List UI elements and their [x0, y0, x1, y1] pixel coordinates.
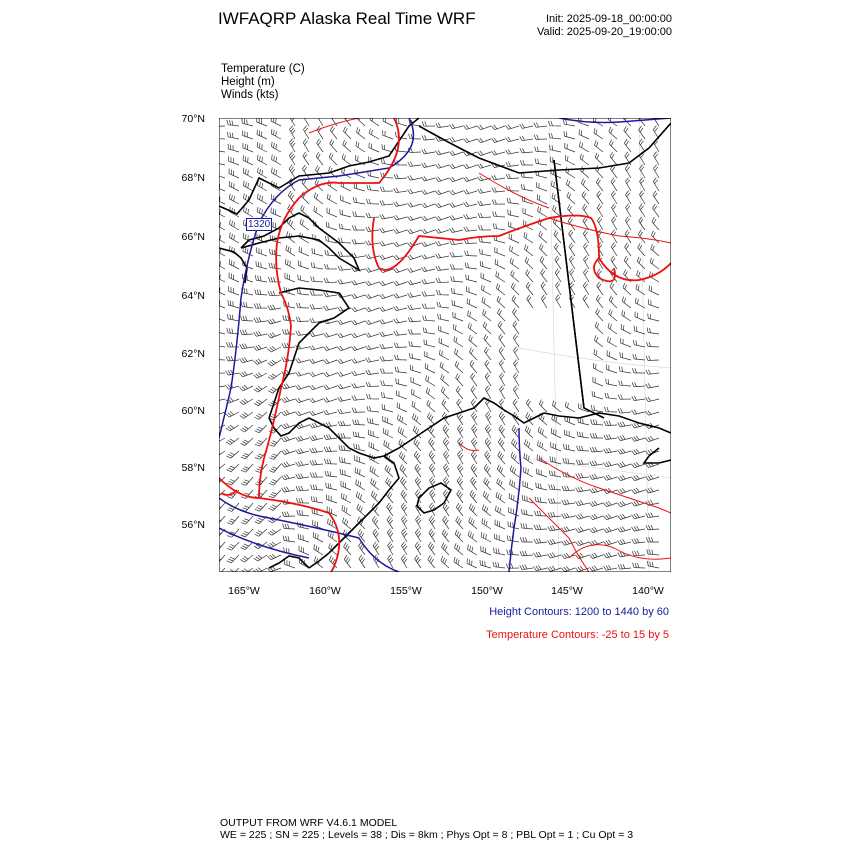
height-contour-label: 1320: [248, 219, 271, 230]
valid-time: Valid: 2025-09-20_19:00:00: [537, 26, 672, 38]
height-contours-legend: Height Contours: 1200 to 1440 by 60: [489, 606, 669, 618]
variable-temperature: Temperature (C): [221, 63, 305, 75]
lon-label-165w: 165°W: [228, 585, 260, 597]
variable-height: Height (m): [221, 76, 275, 88]
lat-label-68n: 68°N: [181, 172, 205, 184]
lon-label-150w: 150°W: [471, 585, 503, 597]
lon-label-145w: 145°W: [551, 585, 583, 597]
lat-label-56n: 56°N: [181, 519, 205, 531]
map-title: IWFAQRP Alaska Real Time WRF: [218, 9, 476, 28]
init-time: Init: 2025-09-18_00:00:00: [546, 13, 672, 25]
lat-label-66n: 66°N: [181, 231, 205, 243]
lat-label-58n: 58°N: [181, 462, 205, 474]
lat-label-62n: 62°N: [181, 348, 205, 360]
lon-label-155w: 155°W: [390, 585, 422, 597]
lon-label-160w: 160°W: [309, 585, 341, 597]
map-panel: [219, 118, 671, 572]
footer-config: WE = 225 ; SN = 225 ; Levels = 38 ; Dis = 8km ; Phys Opt = 8 ; PBL Opt = 1 ; Cu Opt = 3: [220, 829, 634, 841]
variable-winds: Winds (kts): [221, 89, 279, 101]
lat-label-60n: 60°N: [181, 405, 205, 417]
lon-label-140w: 140°W: [632, 585, 664, 597]
lat-label-64n: 64°N: [181, 290, 205, 302]
temperature-contours-legend: Temperature Contours: -25 to 15 by 5: [486, 629, 669, 641]
footer-model: OUTPUT FROM WRF V4.6.1 MODEL: [220, 817, 398, 829]
lat-label-70n: 70°N: [181, 113, 205, 125]
